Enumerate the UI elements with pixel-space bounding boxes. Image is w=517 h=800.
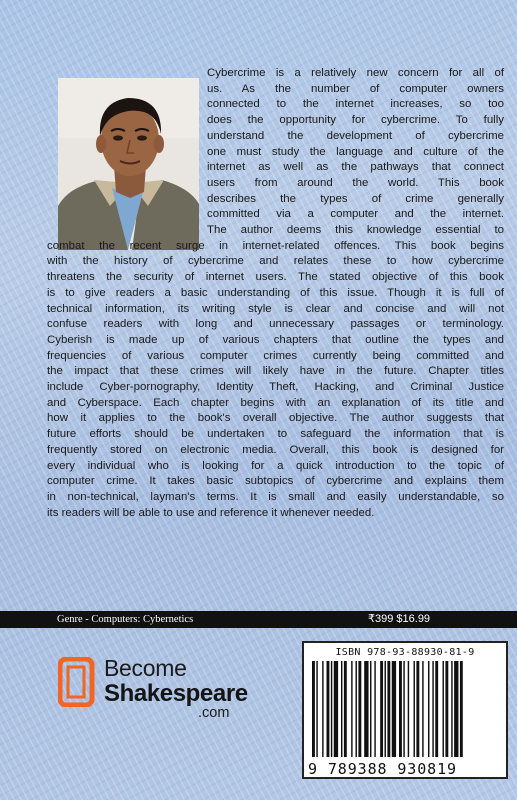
barcode-bar: [316, 661, 317, 757]
barcode-bar: [451, 661, 452, 757]
barcode-bar: [445, 661, 448, 757]
barcode-bar: [422, 661, 423, 757]
barcode-bar: [399, 661, 402, 757]
blurb-line: combat the recent surge in internet-related offences. This book begins: [47, 239, 504, 252]
blurb-line: Cyberish is made up of various chapters that outline the types and: [47, 333, 504, 346]
barcode-bar: [356, 661, 357, 757]
blurb-line: describes the types of crime generally: [207, 192, 504, 205]
blurb-line: is to give readers a basic understanding of this issue. Though it is full of: [47, 286, 504, 299]
barcode-bar: [370, 661, 371, 757]
blurb-line: in non-technical, layman's terms. It is small and easily understandable, so: [47, 490, 504, 503]
blurb-line: understand the development of cybercrime: [207, 129, 504, 142]
barcode-digits: 9 789388 930819: [308, 760, 457, 778]
barcode-bar: [351, 661, 352, 757]
barcode-bar: [435, 661, 438, 757]
blurb-line: its readers will be able to use and reference it whenever needed.: [47, 506, 375, 519]
blurb-line: future efforts should be undertaken to safeguard the information that is: [47, 428, 504, 441]
barcode-bar: [428, 661, 429, 757]
blurb-text: [0, 66, 517, 521]
logo-word-com: .com: [198, 705, 230, 721]
barcode-bar: [341, 661, 342, 757]
barcode-bars: [310, 661, 504, 757]
blurb-line: computer crime. It takes basic subtopics of cybercrime and explains them: [47, 475, 504, 488]
genre-price-strip: [0, 611, 517, 628]
blurb-line: the impact that these crimes will likely have in the future. Chapter titles: [47, 365, 504, 378]
barcode-bar: [322, 661, 323, 757]
blurb-line: us. As the number of computer owners: [207, 82, 504, 95]
barcode-bar: [344, 661, 347, 757]
barcode-bar: [374, 661, 375, 757]
blurb-line: how it applies to the book's overall objective. The author suggests that: [47, 412, 504, 425]
publisher-logo: [58, 655, 258, 725]
blurb-line: technical information, its writing style is clear and concise and will not: [47, 302, 504, 315]
barcode-bar: [443, 661, 444, 757]
blurb-line: confuse readers with long and unnecessary passages or terminology.: [47, 318, 504, 331]
blurb-line: frequently stored on electronic media. Overall, this book is designed for: [47, 443, 504, 456]
barcode-bar: [392, 661, 396, 757]
book-icon: [58, 657, 96, 712]
blurb-line: does the opportunity for cybercrime. To fully: [207, 114, 504, 127]
blurb-line: users from around the world. This book: [207, 176, 504, 189]
logo-word-shakespeare: Shakespeare: [104, 680, 248, 707]
barcode-bar: [385, 661, 386, 757]
barcode-bar: [334, 661, 338, 757]
barcode-bar: [327, 661, 330, 757]
barcode-bar: [414, 661, 415, 757]
barcode-bar: [364, 661, 368, 757]
isbn-barcode: [302, 641, 508, 779]
barcode-bar: [380, 661, 383, 757]
isbn-label: ISBN 978-93-88930-81-9: [335, 647, 475, 658]
barcode-bar: [454, 661, 458, 757]
price-label: ₹399 $16.99: [368, 613, 431, 625]
barcode-bar: [358, 661, 361, 757]
blurb-line: every individual who is looking for a quick introduction to the topic of: [47, 459, 504, 472]
blurb-line: frequencies of various computer crimes currently being committed and: [47, 349, 504, 362]
barcode-bar: [312, 661, 315, 757]
blurb-line: with the history of cybercrime and relates these to how cybercrime: [47, 255, 504, 268]
blurb-line: committed via a computer and the internet.: [207, 208, 504, 221]
barcode-bar: [460, 661, 463, 757]
genre-label: Genre - Computers: Cybernetics: [57, 614, 194, 625]
barcode-bar: [403, 661, 404, 757]
blurb-line: threatens the security of internet users. The stated objective of this book: [47, 271, 504, 284]
blurb-line: Cybercrime is a relatively new concern for all of: [207, 67, 504, 79]
blurb-line: The author deems this knowledge essential to: [207, 224, 504, 237]
blurb-line: one must study the language and culture of the: [207, 145, 504, 158]
barcode-bar: [416, 661, 419, 757]
barcode-bar: [432, 661, 433, 757]
barcode-bar: [331, 661, 332, 757]
logo-word-become: Become: [104, 655, 187, 681]
blurb-line: internet as well as the pathways that connect: [207, 161, 504, 174]
barcode-bar: [408, 661, 409, 757]
barcode-bar: [387, 661, 390, 757]
blurb-line: and Cyberspace. Each chapter begins with an explanation of its title and: [47, 396, 504, 409]
blurb-line: connected to the internet increases, so too: [207, 98, 504, 111]
blurb-line: include Cyber-pornography, Identity Theft, Hacking, and Criminal Justice: [47, 381, 504, 394]
